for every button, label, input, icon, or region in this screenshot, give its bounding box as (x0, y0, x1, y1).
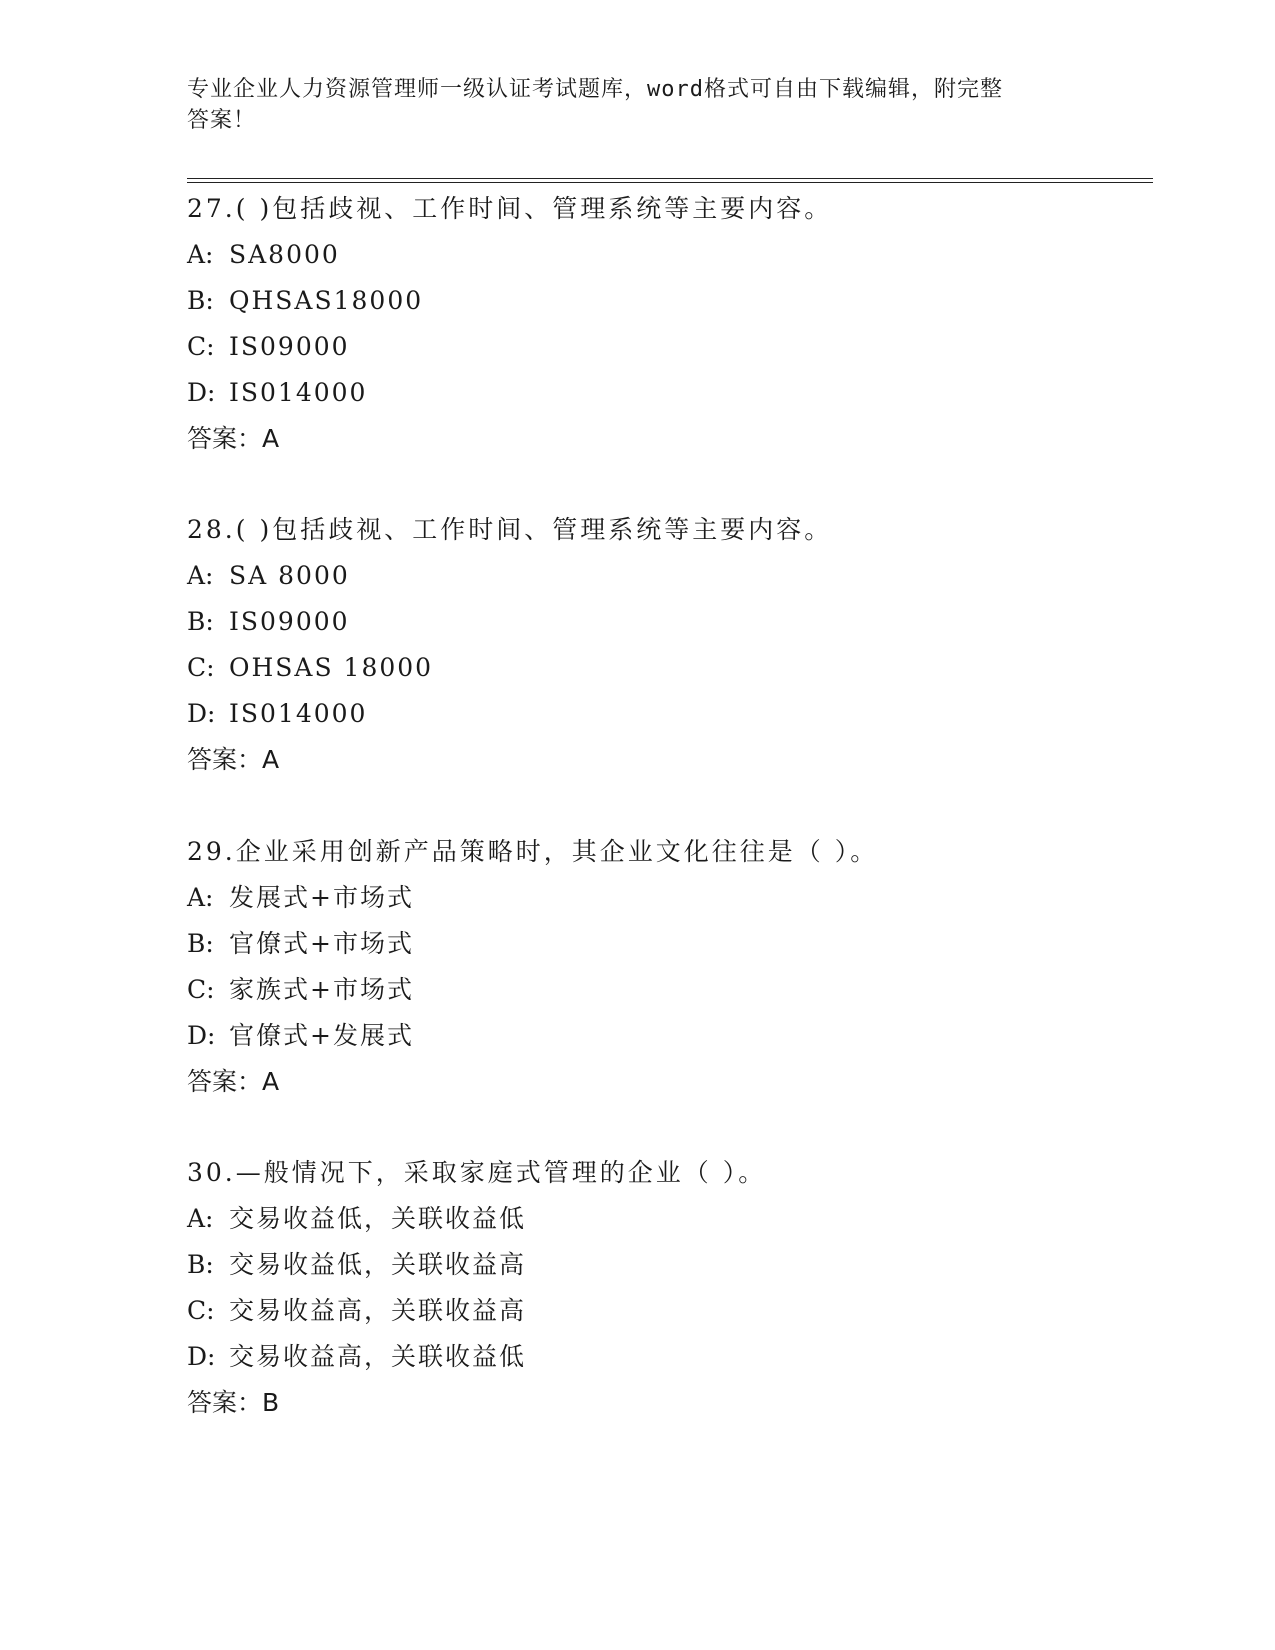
option-text: 交易收益低，关联收益低 (229, 1204, 527, 1233)
option-text: SA 8000 (229, 561, 350, 590)
option-d (187, 370, 1147, 416)
option-c (187, 645, 1147, 691)
answer: 答案：A (187, 1067, 280, 1096)
option-text: IS014000 (229, 699, 368, 728)
question-29 (187, 829, 1147, 1105)
option-d (187, 1334, 1147, 1380)
option-key: C: (187, 1296, 215, 1325)
option-d (187, 691, 1147, 737)
option-a (187, 1196, 1147, 1242)
option-b (187, 599, 1147, 645)
option-c (187, 324, 1147, 370)
question-stem: 29.企业采用创新产品策略时，其企业文化往往是（ ）。 (187, 837, 879, 866)
option-key: D: (187, 378, 216, 407)
header-line-2: 答案！ (187, 108, 257, 133)
option-key: B: (187, 1250, 214, 1279)
option-text: 官僚式+市场式 (229, 929, 414, 958)
answer: 答案：B (187, 1388, 280, 1417)
option-a (187, 553, 1147, 599)
option-text: SA8000 (229, 240, 340, 269)
option-key: A: (187, 561, 214, 590)
question-stem: 27.( )包括歧视、工作时间、管理系统等主要内容。 (187, 194, 833, 223)
option-text: 交易收益低，关联收益高 (229, 1250, 527, 1279)
answer: 答案：A (187, 424, 280, 453)
option-text: 交易收益高，关联收益高 (229, 1296, 527, 1325)
option-key: D: (187, 1021, 216, 1050)
option-text: QHSAS18000 (229, 286, 424, 315)
option-a (187, 232, 1147, 278)
option-key: B: (187, 929, 214, 958)
option-key: A: (187, 1204, 214, 1233)
option-text: 家族式+市场式 (229, 975, 414, 1004)
option-text: IS014000 (229, 378, 368, 407)
option-c (187, 967, 1147, 1013)
document-header (187, 74, 1067, 136)
option-a (187, 875, 1147, 921)
option-c (187, 1288, 1147, 1334)
question-stem: 30.—般情况下，采取家庭式管理的企业（ ）。 (187, 1158, 767, 1187)
option-text: 交易收益高，关联收益低 (229, 1342, 527, 1371)
option-text: 发展式+市场式 (229, 883, 414, 912)
option-key: D: (187, 1342, 216, 1371)
option-b (187, 1242, 1147, 1288)
question-30 (187, 1150, 1147, 1426)
option-b (187, 921, 1147, 967)
answer: 答案：A (187, 745, 280, 774)
header-divider-top (187, 178, 1153, 179)
question-27 (187, 186, 1147, 462)
option-text: IS09000 (229, 332, 350, 361)
question-28 (187, 507, 1147, 783)
option-key: C: (187, 332, 215, 361)
option-d (187, 1013, 1147, 1059)
option-text: OHSAS 18000 (229, 653, 434, 682)
option-key: A: (187, 883, 214, 912)
option-text: IS09000 (229, 607, 350, 636)
option-key: B: (187, 607, 214, 636)
header-divider-bottom (187, 182, 1153, 183)
option-key: C: (187, 975, 215, 1004)
option-key: C: (187, 653, 215, 682)
question-stem: 28.( )包括歧视、工作时间、管理系统等主要内容。 (187, 515, 833, 544)
option-text: 官僚式+发展式 (229, 1021, 414, 1050)
option-key: B: (187, 286, 214, 315)
option-b (187, 278, 1147, 324)
option-key: D: (187, 699, 216, 728)
header-line-1: 专业企业人力资源管理师一级认证考试题库，word格式可自由下载编辑，附完整 (187, 77, 1003, 102)
option-key: A: (187, 240, 214, 269)
